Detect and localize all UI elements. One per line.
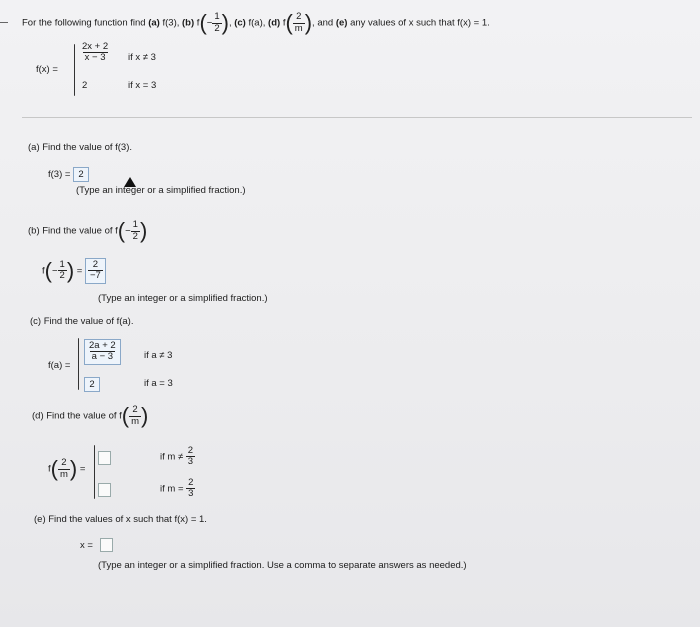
divider (22, 117, 692, 118)
part-d-cond2-text: if m = (160, 483, 184, 495)
part-d-answer1-box[interactable] (98, 451, 111, 465)
definition-val2: 2 (82, 80, 88, 91)
part-b-sign: − (206, 17, 213, 29)
problem-statement: For the following function find (a) f(3), (b) f(− $\frac{1}{2}$ ), (c) f(a), (d) f( $\frac{2}{m}$ ), and (e) any values of x such that f(x) = 1. (22, 10, 490, 35)
part-b-equation: f(− $\frac{1}{2}$ ) = $\frac{2}{-7}$ (42, 258, 106, 284)
part-c-answer-num: 2a + 2 (89, 340, 116, 351)
part-a-lhs: f(3) = (48, 169, 71, 180)
and-text: and (317, 17, 334, 29)
part-a-heading: (a) Find the value of f(3). (28, 142, 133, 153)
part-b-hint: (Type an integer or a simplified fraction.) (98, 293, 268, 304)
part-b-heading: (b) Find the value of f (28, 225, 118, 237)
part-d-cond1-fraction: $\frac{2}{3}$ (187, 445, 194, 468)
part-d-f: f (282, 17, 286, 29)
definition-fraction: $\frac{2x + 2}{x - 3}$ (82, 41, 109, 64)
part-b-arg-sign: − (125, 225, 131, 237)
part-d-heading: (d) Find the value of f (32, 410, 122, 422)
part-b-f: f (196, 17, 200, 29)
part-e-hint: (Type an integer or a simplified fraction. Use a comma to separate answers as needed.) (98, 560, 467, 571)
part-b-lhs-sign: − (51, 265, 58, 277)
part-d-equation: f( $\frac{2}{m}$ ) = (48, 456, 86, 481)
part-b-equals: = (76, 265, 83, 277)
definition-fx: f(x) = (36, 64, 58, 75)
part-d-arg-fraction: $\frac{2}{m}$ (131, 404, 140, 427)
definition-cond2: if x = 3 (128, 80, 157, 91)
definition-brace (74, 44, 75, 96)
intro-text: For the following function find (22, 17, 146, 29)
part-d-cond2 (160, 478, 195, 500)
part-e-label: (e) (335, 17, 348, 29)
part-c-brace (78, 338, 79, 390)
part-a-expr: f(3), (162, 17, 180, 29)
part-c-answer2-box[interactable]: 2 (84, 377, 100, 392)
part-e-lhs: x = (80, 540, 93, 551)
part-a-answer-box[interactable]: 2 (73, 167, 89, 182)
part-b-lhs-f: f (42, 265, 45, 277)
part-c-cond1: if a ≠ 3 (144, 350, 173, 361)
part-b-arg-fraction: $\frac{1}{2}$ (132, 219, 138, 242)
part-c-cond2: if a = 3 (144, 378, 173, 389)
part-d-cond1 (160, 446, 195, 468)
part-d-lhs-fraction: $\frac{2}{m}$ (59, 457, 68, 480)
part-d-brace (94, 445, 95, 499)
tail-text: any values of x such that f(x) = 1. (350, 17, 490, 29)
part-b-answer-num: 2 (92, 259, 99, 270)
part-b-answer-den: −7 (90, 270, 101, 282)
part-d-cond2-fraction: $\frac{2}{3}$ (188, 477, 194, 500)
part-d-fraction: $\frac{2}{m}$ (294, 11, 303, 34)
part-e-heading: (e) Find the values of x such that f(x) = 1. (34, 514, 207, 525)
part-b-label: (b) (182, 17, 195, 29)
part-a-label: (a) (148, 17, 160, 29)
part-c-lhs: f(a) = (48, 360, 71, 371)
part-c-expr: f(a), (248, 17, 266, 29)
part-d-answer2-box[interactable] (98, 483, 111, 497)
part-a-hint: (Type an integer or a simplified fraction.) (76, 185, 246, 196)
part-d-heading-row: (d) Find the value of f( $\frac{2}{m}$ ) (32, 403, 149, 428)
left-edge-mark (0, 22, 8, 23)
part-c-answer-den: a − 3 (91, 351, 114, 363)
part-d-label: (d) (268, 17, 281, 29)
part-b-fraction: $\frac{1}{2}$ (214, 11, 220, 34)
definition-cond1: if x ≠ 3 (128, 52, 156, 63)
part-c-label: (c) (234, 17, 246, 29)
part-d-cond1-text: if m ≠ (160, 451, 184, 463)
part-b-heading-row: (b) Find the value of f(− $\frac{1}{2}$ ) (28, 218, 148, 243)
mouse-cursor-icon (124, 177, 136, 187)
part-b-lhs-fraction: $\frac{1}{2}$ (59, 259, 65, 282)
part-a-equation (48, 167, 89, 182)
part-b-answer-box[interactable] (85, 258, 106, 284)
part-d-equals: = (79, 463, 86, 475)
part-d-lhs-f: f (48, 463, 51, 475)
part-c-heading: (c) Find the value of f(a). (30, 316, 134, 327)
part-c-answer-box[interactable] (84, 339, 121, 365)
part-e-answer-box[interactable] (100, 538, 113, 552)
